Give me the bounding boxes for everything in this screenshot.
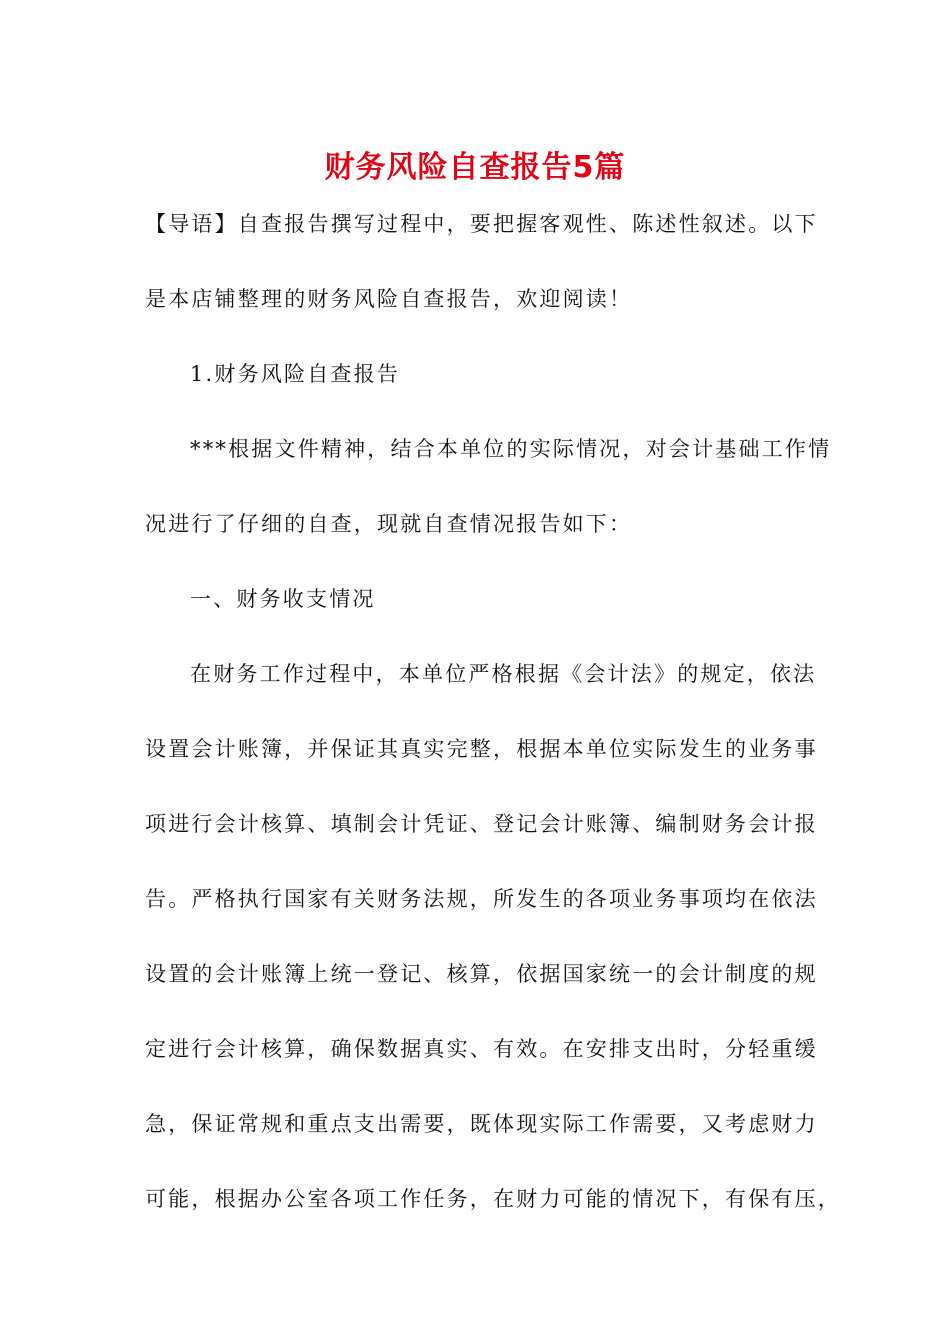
paragraph-line: 可能，根据办公室各项工作任务，在财力可能的情况下，有保有压， xyxy=(145,1187,841,1211)
paragraph-line: 急，保证常规和重点支出需要，既体现实际工作需要，又考虑财力 xyxy=(145,1112,818,1136)
subsection-heading: 一、财务收支情况 xyxy=(190,587,376,611)
paragraph-line: 设置会计账簿，并保证其真实完整，根据本单位实际发生的业务事 xyxy=(145,737,818,761)
section-heading: 1.财务风险自查报告 xyxy=(190,362,401,386)
paragraph-line: 定进行会计核算，确保数据真实、有效。在安排支出时，分轻重缓 xyxy=(145,1037,818,1061)
paragraph-line: 项进行会计核算、填制会计凭证、登记会计账簿、编制财务会计报 xyxy=(145,812,818,836)
intro-line-1: 【导语】自查报告撰写过程中，要把握客观性、陈述性叙述。以下 xyxy=(145,212,818,236)
intro-line-2: 是本店铺整理的财务风险自查报告，欢迎阅读！ xyxy=(145,287,633,311)
paragraph-line: 设置的会计账簿上统一登记、核算，依据国家统一的会计制度的规 xyxy=(145,962,818,986)
paragraph-line: 在财务工作过程中，本单位严格根据《会计法》的规定，依法 xyxy=(190,662,817,686)
document-title: 财务风险自查报告5篇 xyxy=(324,150,626,185)
paragraph-line: 告。严格执行国家有关财务法规，所发生的各项业务事项均在依法 xyxy=(145,887,818,911)
paragraph-line: ***根据文件精神，结合本单位的实际情况，对会计基础工作情 xyxy=(190,437,832,461)
paragraph-line: 况进行了仔细的自查，现就自查情况报告如下： xyxy=(145,512,633,536)
